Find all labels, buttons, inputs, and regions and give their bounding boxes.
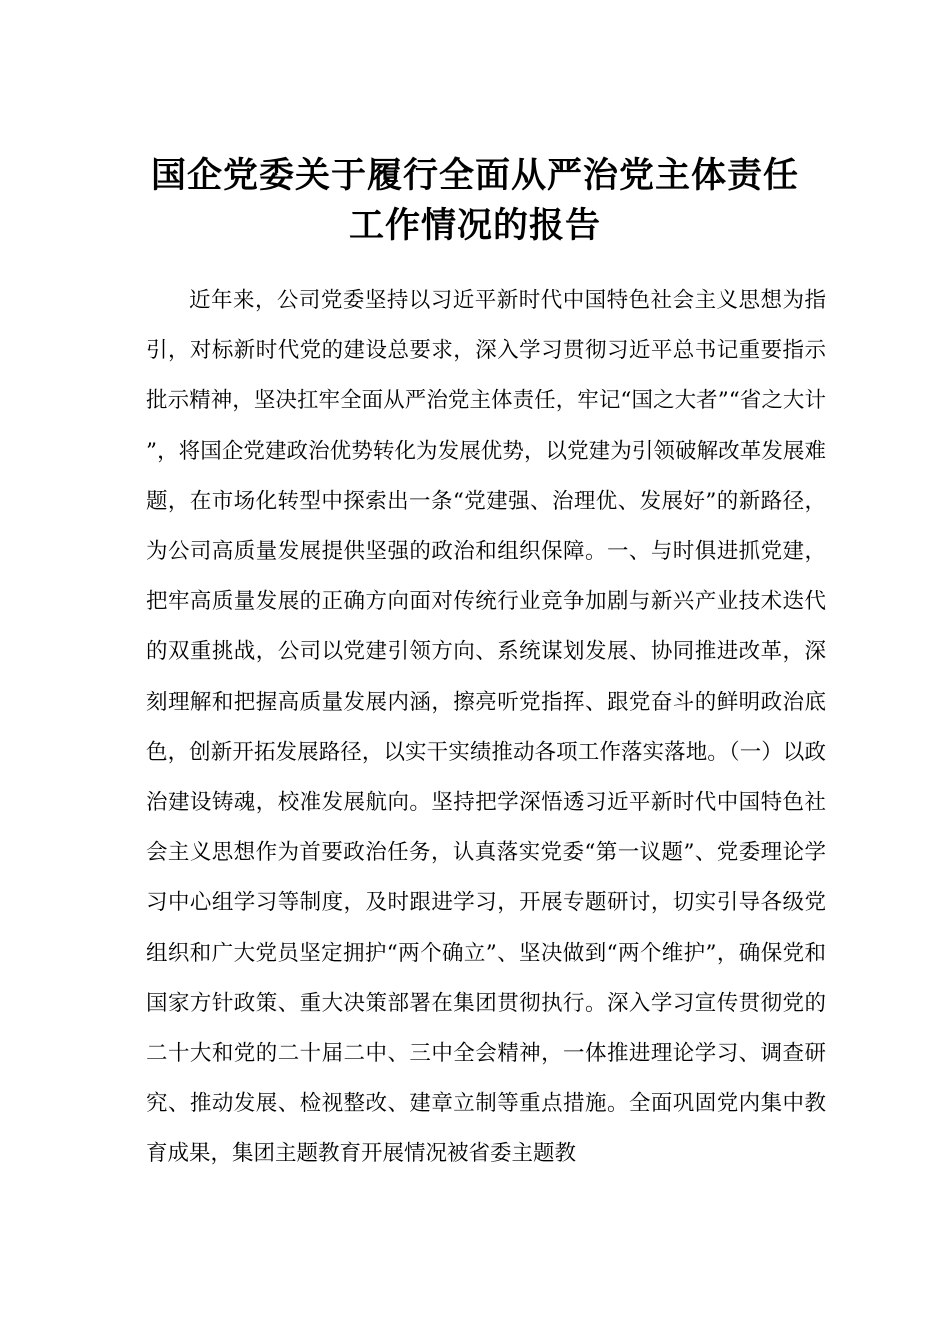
title-line-1: 国企党委关于履行全面从严治党主体责任 (150, 156, 799, 197)
body-paragraph: 近年来，公司党委坚持以习近平新时代中国特色社会主义思想为指引，对标新时代党的建设总要求，深入学习贯彻习近平总书记重要指示批示精神，坚决扛牢全面从严治党主体责任，牢记“国之大者”“省之大计”，将国企党建政治优势转化为发展优势，以党建为引领破解改革发展难题，在市场化转型中探索出一条“党建强、治理优、发展好”的新路径，为公司高质量发展提供坚强的政治和组织保障。一、与时俱进抓党建，把牢高质量发展的正确方向面对传统行业竞争加剧与新兴产业技术迭代的双重挑战，公司以党建引领方向、系统谋划发展、协同推进改革，深刻理解和把握高质量发展内涵，擦亮听党指挥、跟党奋斗的鲜明政治底色，创新开拓发展路径，以实干实绩推动各项工作落实落地。（一）以政治建设铸魂，校准发展航向。坚持把学深悟透习近平新时代中国特色社会主义思想作为首要政治任务，认真落实党委“第一议题”、党委理论学习中心组学习等制度，及时跟进学习，开展专题研讨，切实引导各级党组织和广大党员坚定拥护“两个确立”、坚决做到“两个维护”，确保党和国家方针政策、重大决策部署在集团贯彻执行。深入学习宣传贯彻党的二十大和党的二十届二中、三中全会精神，一体推进理论学习、调查研究、推动发展、检视整改、建章立制等重点措施。全面巩固党内集中教育成果，集团主题教育开展情况被省委主题教 (146, 288, 826, 1167)
title-line-2: 工作情况的报告 (348, 206, 601, 247)
document-title (0, 151, 950, 251)
